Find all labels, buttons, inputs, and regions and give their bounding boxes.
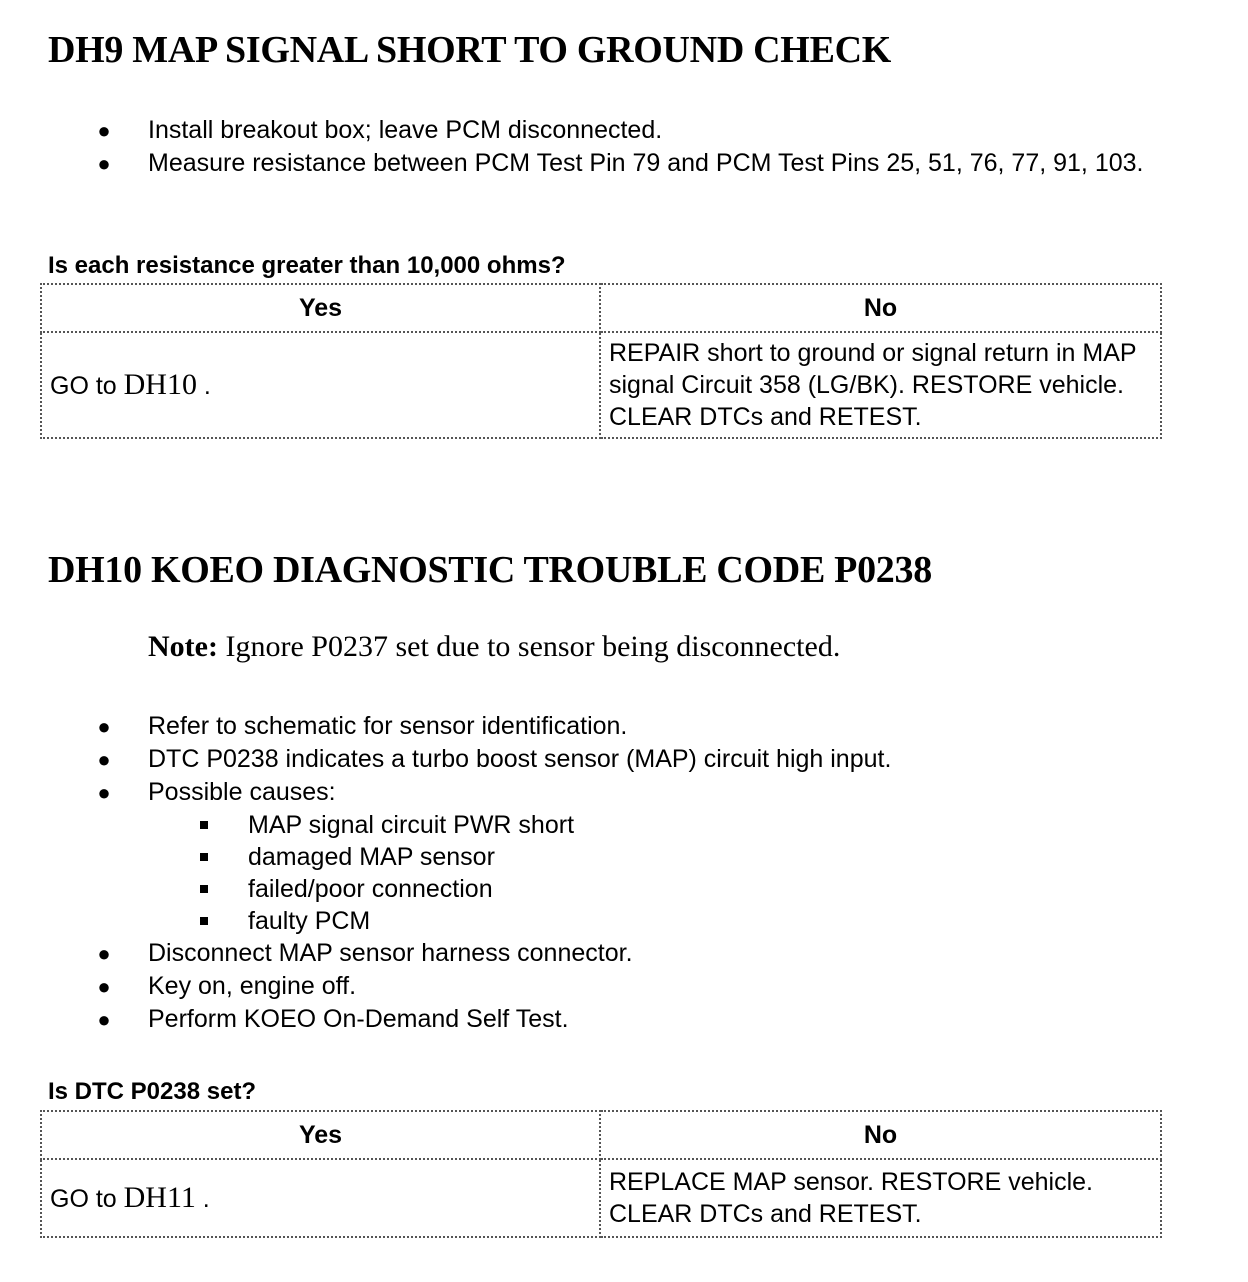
dh9-step-list [96,114,1216,180]
bullet-icon: ● [97,974,111,999]
list-item [96,710,1096,743]
square-bullet-icon [200,853,208,861]
no-action-cell: REPAIR short to ground or signal return in MAP signal Circuit 358 (LG/BK). RESTORE vehicle. CLEAR DTCs and RETEST. [600,332,1161,438]
goto-suffix: . [195,1184,210,1213]
cause-item [148,873,1096,905]
bullet-icon: ● [97,714,111,739]
step-text: Key on, engine off. [148,972,357,1000]
cause-text: faulty PCM [248,907,371,935]
step-text: Install breakout box; leave PCM disconnected. [148,116,663,144]
dh10-step-list [96,710,1096,1036]
note-text: Ignore P0237 set due to sensor being disconnected. [217,630,841,663]
cause-item [148,841,1096,873]
cause-text: failed/poor connection [248,875,493,903]
step-text: DTC P0238 indicates a turbo boost sensor (MAP) circuit high input. [148,745,892,773]
goto-prefix: GO to [50,1184,117,1213]
dh10-question: Is DTC P0238 set? [48,1078,257,1105]
list-item [96,743,1096,776]
bullet-icon: ● [97,747,111,772]
cause-text: MAP signal circuit PWR short [248,811,575,839]
possible-causes-list [148,809,1096,937]
list-item [96,776,1096,937]
step-text: Possible causes: [148,778,336,806]
no-header: No [600,284,1161,332]
yes-action-cell [41,1159,600,1237]
list-item [96,147,1216,180]
no-header: No [600,1111,1161,1159]
list-item [96,937,1096,970]
yes-action-cell [41,332,600,438]
yes-header: Yes [41,284,600,332]
bullet-icon: ● [97,941,111,966]
dh10-result-table [40,1110,1162,1238]
no-action-cell: REPLACE MAP sensor. RESTORE vehicle. CLEAR DTCs and RETEST. [600,1159,1161,1237]
step-text: Refer to schematic for sensor identification. [148,712,628,740]
goto-dh11-link[interactable]: DH11 [123,1180,196,1214]
step-text: Measure resistance between PCM Test Pin 79 and PCM Test Pins 25, 51, 76, 77, 91, 103. [148,149,1144,177]
cause-text: damaged MAP sensor [248,843,495,871]
dh9-result-table [40,283,1162,439]
list-item [96,970,1096,1003]
bullet-icon: ● [97,151,111,176]
cause-item [148,905,1096,937]
square-bullet-icon [200,885,208,893]
square-bullet-icon [200,917,208,925]
goto-dh10-link[interactable]: DH10 [123,367,197,401]
bullet-icon: ● [97,780,111,805]
step-text: Perform KOEO On-Demand Self Test. [148,1005,569,1033]
dh9-heading: DH9 MAP SIGNAL SHORT TO GROUND CHECK [48,29,892,71]
square-bullet-icon [200,821,208,829]
dh9-question: Is each resistance greater than 10,000 ohms? [48,252,566,279]
cause-item [148,809,1096,841]
dh10-heading: DH10 KOEO DIAGNOSTIC TROUBLE CODE P0238 [48,549,932,591]
goto-prefix: GO to [50,371,117,400]
dh10-note [148,630,840,664]
bullet-icon: ● [97,118,111,143]
list-item [96,1003,1096,1036]
note-label: Note: [148,630,218,663]
yes-header: Yes [41,1111,600,1159]
step-text: Disconnect MAP sensor harness connector. [148,939,633,967]
bullet-icon: ● [97,1007,111,1032]
list-item [96,114,1216,147]
goto-suffix: . [196,371,211,400]
